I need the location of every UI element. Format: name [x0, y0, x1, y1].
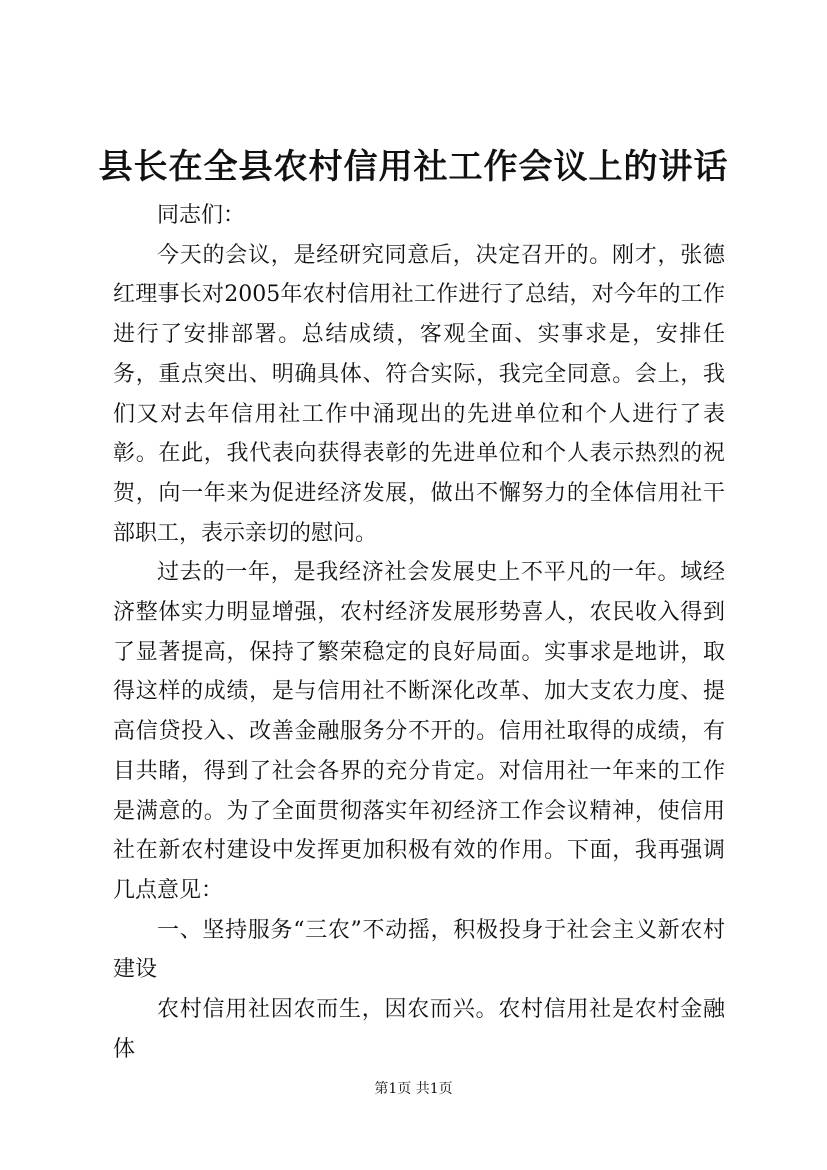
- section-heading: 一、坚持服务“三农”不动摇，积极投身于社会主义新农村建设: [113, 917, 725, 983]
- body-paragraph: 过去的一年，是我经济社会发展史上不平凡的一年。域经济整体实力明显增强，农村经济发展形势喜人，农民收入得到了显著提高，保持了繁荣稳定的良好局面。实事求是地讲，取得这样的成绩，是与信用社不断深化改革、加大支农力度、提高信贷投入、改善金融服务分不开的。信用社取得的成绩，有目共睹，得到了社会各界的充分肯定。对信用社一年来的工作是满意的。为了全面贯彻落实年初经济工作会议精神，使信用社在新农村建设中发挥更加积极有效的作用。下面，我再强调几点意见：: [113, 560, 725, 903]
- body-paragraph: 今天的会议，是经研究同意后，决定召开的。刚才，张德红理事长对2005年农村信用社工作进行了总结，对今年的工作进行了安排部署。总结成绩，客观全面、实事求是，安排任务，重点突出、明确具体、符合实际，我完全同意。会上，我们又对去年信用社工作中涌现出的先进单位和个人进行了表彰。在此，我代表向获得表彰的先进单位和个人表示热烈的祝贺，向一年来为促进经济发展，做出不懈努力的全体信用社干部职工，表示亲切的慰问。: [113, 242, 725, 546]
- salutation-paragraph: 同志们：: [157, 203, 246, 228]
- body-paragraph: 农村信用社因农而生，因农而兴。农村信用社是农村金融体: [113, 997, 725, 1062]
- page-footer: 第1页 共1页: [374, 1081, 453, 1097]
- document-body: [113, 196, 725, 1069]
- document-title: 县长在全县农村信用社工作会议上的讲话: [98, 147, 729, 187]
